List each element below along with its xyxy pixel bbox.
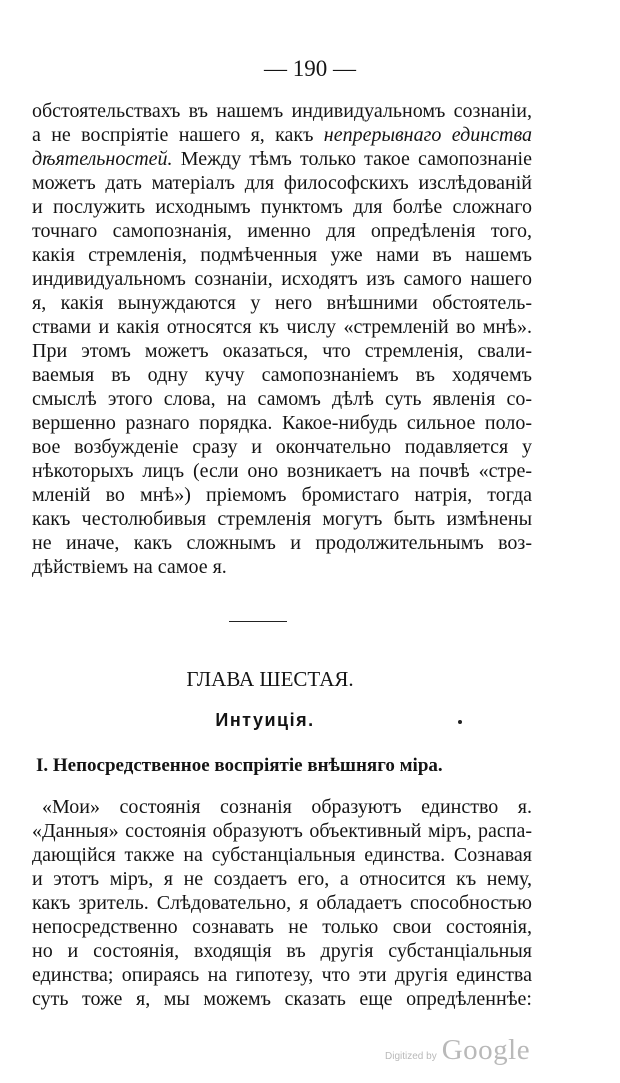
text-line: смыслѣ этого слова, на самомъ дѣлѣ суть явленія со-	[32, 388, 532, 410]
italic-phrase: дѣятельностей.	[32, 148, 173, 170]
text-line: «Данныя» состоянія образуютъ объективный міръ, распа-	[32, 820, 532, 842]
text-line: нѣкоторыхъ лицъ (если оно возникаетъ на почвѣ «стре-	[32, 460, 532, 482]
text-line: а не воспріятіе нашего я, какъ непрерывнаго единства	[32, 124, 532, 146]
text-line: ствами и какія относятся къ числу «стремленій во мнѣ».	[32, 316, 532, 338]
text-line: не иначе, какъ сложнымъ и продолжительнымъ воз-	[32, 532, 532, 554]
text-line: непосредственно сознавать не только свои состоянія,	[32, 916, 532, 938]
text-line: дѣйствіемъ на самое я.	[32, 556, 227, 578]
google-logo: Google	[441, 1034, 531, 1066]
chapter-title: ГЛАВА ШЕСТАЯ.	[186, 667, 354, 691]
text-line: какъ честолюбивыя стремленія могутъ быть измѣнены	[32, 508, 532, 530]
section-divider	[229, 621, 287, 622]
text-line: индивидуальномъ сознаніи, исходятъ изъ самого нашего	[32, 268, 532, 290]
section-heading: I. Непосредственное воспріятіе внѣшняго міра.	[36, 755, 443, 776]
text-line: обстоятельствахъ въ нашемъ индивидуальномъ сознаніи,	[32, 100, 532, 122]
text-line: ваемыя въ одну кучу самопознаніемъ въ ходячемъ	[32, 364, 532, 386]
text-line: можетъ дать матеріалъ для философскихъ изслѣдованій	[32, 172, 532, 194]
digitized-watermark	[385, 1034, 530, 1067]
text-line: и послужить исходнымъ пунктомъ для болѣе сложнаго	[32, 196, 532, 218]
text-line: При этомъ можетъ оказаться, что стремленія, свали-	[32, 340, 532, 362]
text-line: я, какія вынуждаются у него внѣшними обстоятель-	[32, 292, 532, 314]
paragraph-1	[32, 99, 532, 579]
text-line: единства; опираясь на гипотезу, что эти другія единства	[32, 964, 532, 986]
text-line: дѣятельностей. Между тѣмъ только такое самопознаніе	[32, 148, 532, 170]
text-line: суть тоже я, мы можемъ сказать еще опредѣленнѣе:	[32, 988, 532, 1010]
text-line: какія стремленія, подмѣченныя уже нами въ нашемъ	[32, 244, 532, 266]
text-line: вое возбужденіе сразу и окончательно подавляется у	[32, 436, 532, 458]
text-line: и этотъ міръ, я не создаетъ его, а относится къ нему,	[32, 868, 532, 890]
text-line: дающійся также на субстанціальныя единства. Сознавая	[32, 844, 532, 866]
print-speck	[458, 720, 462, 724]
text-line: «Мои» состоянія сознанія образуютъ единство я.	[42, 796, 532, 818]
text-line: какъ зритель. Слѣдовательно, я обладаетъ способностью	[32, 892, 532, 914]
text-line: вершенно разнаго порядка. Какое-нибудь сильное поло-	[32, 412, 532, 434]
text-line: точнаго самопознанія, именно для опредѣленія того,	[32, 220, 532, 242]
paragraph-2	[32, 795, 532, 1011]
page-number: — 190 —	[264, 56, 356, 81]
text-line: мленій во мнѣ») пріемомъ бромистаго натрія, тогда	[32, 484, 532, 506]
watermark-prefix: Digitized by	[385, 1051, 437, 1062]
text-line: но и состоянія, входящія въ другія субстанціальныя	[32, 940, 532, 962]
italic-phrase: непрерывнаго единства	[323, 124, 532, 146]
chapter-subtitle: Интуиція.	[215, 710, 315, 730]
